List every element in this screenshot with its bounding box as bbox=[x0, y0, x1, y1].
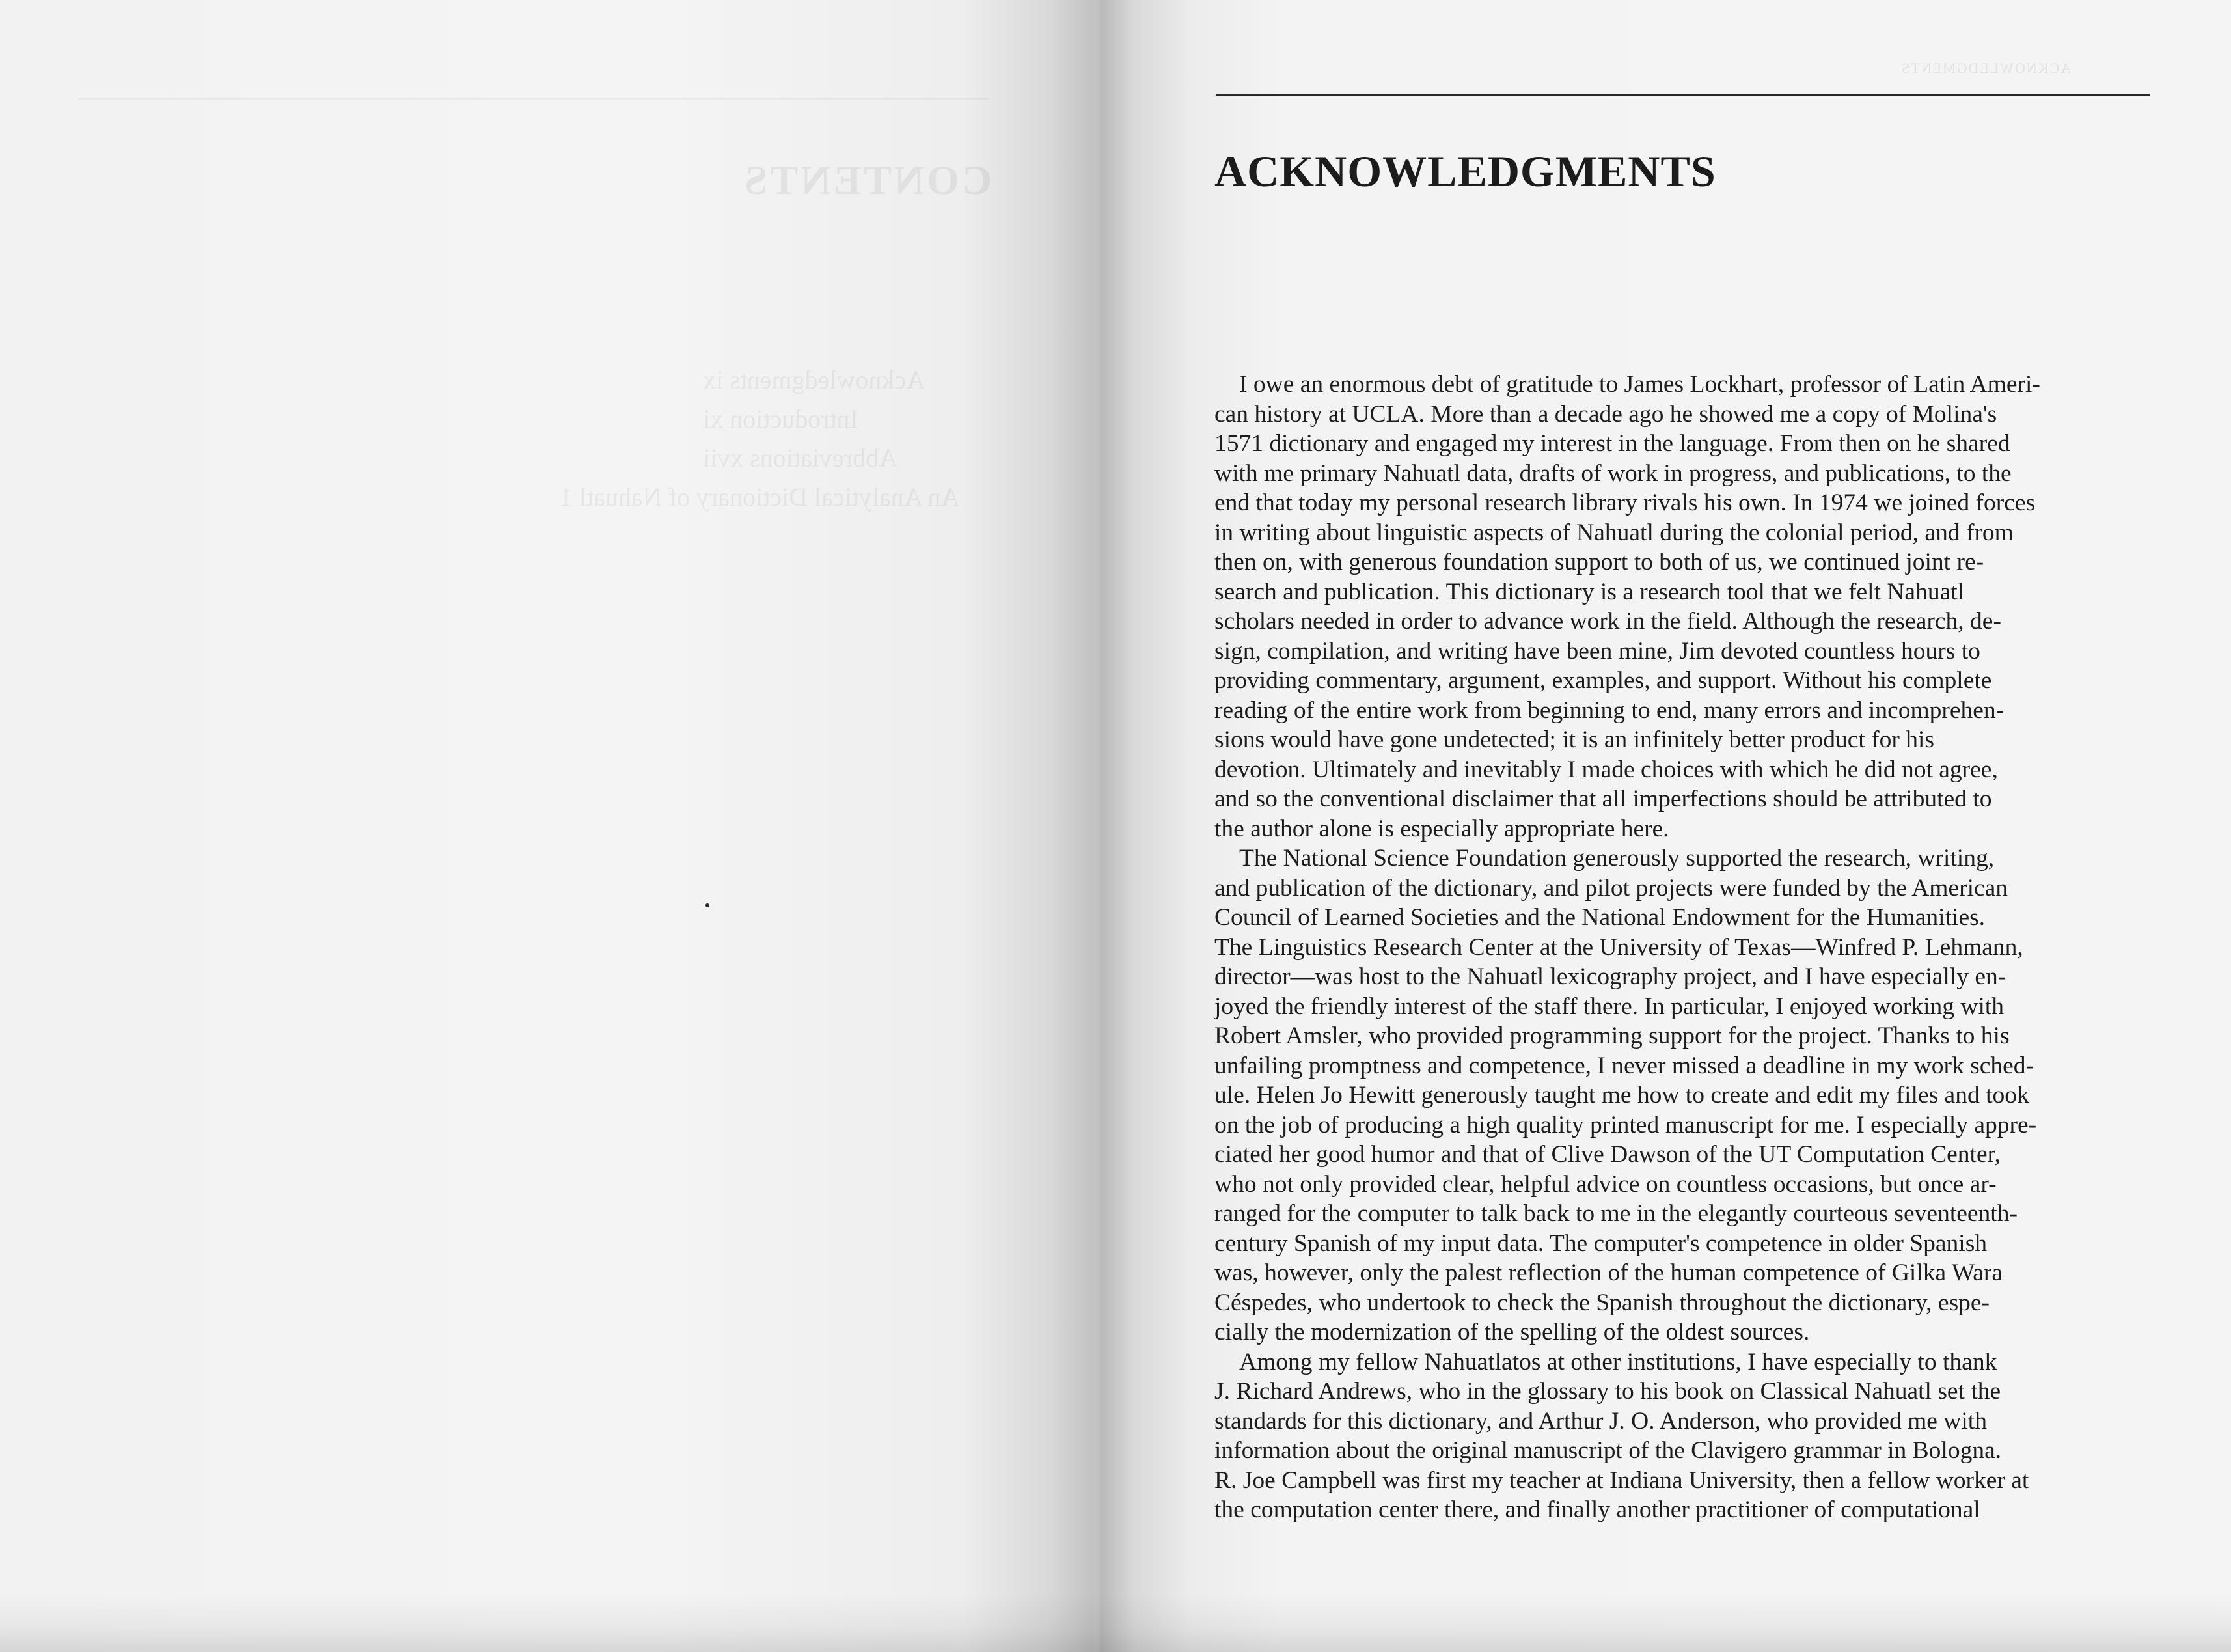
show-through-text: Acknowledgments ix bbox=[703, 365, 925, 394]
text-line: and publication of the dictionary, and pilot projects were funded by the American bbox=[1214, 874, 2008, 902]
text-line: Council of Learned Societies and the National Endowment for the Humanities. bbox=[1214, 904, 1986, 931]
text-line: Among my fellow Nahuatlatos at other institutions, I have especially to thank bbox=[1239, 1348, 1997, 1375]
text-line: can history at UCLA. More than a decade ago he showed me a copy of Molina's bbox=[1214, 400, 1997, 428]
text-line: R. Joe Campbell was first my teacher at Indiana University, then a fellow worker at bbox=[1214, 1466, 2029, 1494]
text-line: then on, with generous foundation support to both of us, we continued joint re- bbox=[1214, 549, 1984, 575]
header-rule bbox=[1216, 94, 2150, 96]
text-line: sions would have gone undetected; it is an infinitely better product for his bbox=[1214, 726, 1934, 753]
text-line: I owe an enormous debt of gratitude to James Lockhart, professor of Latin Ameri- bbox=[1239, 371, 2040, 398]
text-line: ule. Helen Jo Hewitt generously taught me how to create and edit my files and took bbox=[1214, 1082, 2029, 1108]
text-line: was, however, only the palest reflection of the human competence of Gilka Wara bbox=[1214, 1260, 2003, 1286]
text-line: providing commentary, argument, examples, and support. Without his complete bbox=[1214, 667, 1992, 694]
text-line: century Spanish of my input data. The computer's competence in older Spanish bbox=[1214, 1230, 1988, 1257]
text-line: director—was host to the Nahuatl lexicography project, and I have especially en- bbox=[1214, 963, 2006, 990]
acknowledgments-body bbox=[1214, 370, 2152, 1525]
text-line: reading of the entire work from beginning to end, many errors and incomprehen- bbox=[1214, 696, 2005, 724]
left-page bbox=[0, 0, 1093, 1652]
show-through-text: Abbreviations xvii bbox=[703, 443, 897, 473]
text-line: and so the conventional disclaimer that all imperfections should be attributed to bbox=[1214, 786, 1992, 812]
text-line: standards for this dictionary, and Arthur J. O. Anderson, who provided me with bbox=[1214, 1407, 1987, 1435]
text-line: sign, compilation, and writing have been mine, Jim devoted countless hours to bbox=[1214, 637, 1980, 665]
text-line: information about the original manuscript of the Clavigero grammar in Bologna. bbox=[1214, 1437, 2002, 1464]
text-line: ranged for the computer to talk back to me in the elegantly courteous seventeenth- bbox=[1214, 1200, 2018, 1227]
text-line: devotion. Ultimately and inevitably I made choices with which he did not agree, bbox=[1214, 756, 1998, 783]
text-line: ciated her good humor and that of Clive Dawson of the UT Computation Center, bbox=[1214, 1141, 2001, 1168]
show-through-running-head: ACKNOWLEDGMENTS bbox=[1900, 60, 2072, 76]
text-line: the author alone is especially appropriate here. bbox=[1214, 815, 1669, 842]
text-line: cially the modernization of the spelling of the oldest sources. bbox=[1214, 1319, 1810, 1345]
text-line: in writing about linguistic aspects of Nahuatl during the colonial period, and from bbox=[1214, 519, 2014, 546]
text-line: scholars needed in order to advance work in the field. Although the research, de- bbox=[1214, 608, 2001, 635]
show-through-heading: CONTENTS bbox=[742, 157, 992, 203]
text-line: the computation center there, and finally another practitioner of computational bbox=[1214, 1496, 1980, 1523]
text-line: Robert Amsler, who provided programming support for the project. Thanks to his bbox=[1214, 1023, 2010, 1049]
text-line: end that today my personal research library rivals his own. In 1974 we joined forces bbox=[1214, 489, 2036, 516]
text-line: on the job of producing a high quality printed manuscript for me. I especially appre- bbox=[1214, 1111, 2037, 1138]
show-through-rule bbox=[78, 98, 989, 100]
show-through-text: Introduction xi bbox=[703, 404, 858, 434]
text-line: The National Science Foundation generously supported the research, writing, bbox=[1239, 845, 1995, 872]
page-title: ACKNOWLEDGMENTS bbox=[1214, 146, 1716, 196]
text-line: who not only provided clear, helpful advice on countless occasions, but once ar- bbox=[1214, 1170, 1997, 1198]
text-line: 1571 dictionary and engaged my interest in the language. From then on he shared bbox=[1214, 430, 2010, 457]
text-line: search and publication. This dictionary is a research tool that we felt Nahuatl bbox=[1214, 578, 1965, 605]
paper-speck bbox=[705, 903, 709, 907]
show-through-text: An Analytical Dictionary of Nahuatl 1 bbox=[560, 482, 960, 512]
text-line: joyed the friendly interest of the staff there. In particular, I enjoyed working with bbox=[1214, 993, 2005, 1020]
text-line: J. Richard Andrews, who in the glossary to his book on Classical Nahuatl set the bbox=[1214, 1378, 2001, 1405]
text-line: unfailing promptness and competence, I never missed a deadline in my work sched- bbox=[1214, 1052, 2034, 1079]
text-line: Céspedes, who undertook to check the Spanish throughout the dictionary, espe- bbox=[1214, 1289, 1990, 1316]
text-line: with me primary Nahuatl data, drafts of work in progress, and publications, to the bbox=[1214, 460, 2012, 487]
text-line: The Linguistics Research Center at the University of Texas—Winfred P. Lehmann, bbox=[1214, 933, 2023, 961]
